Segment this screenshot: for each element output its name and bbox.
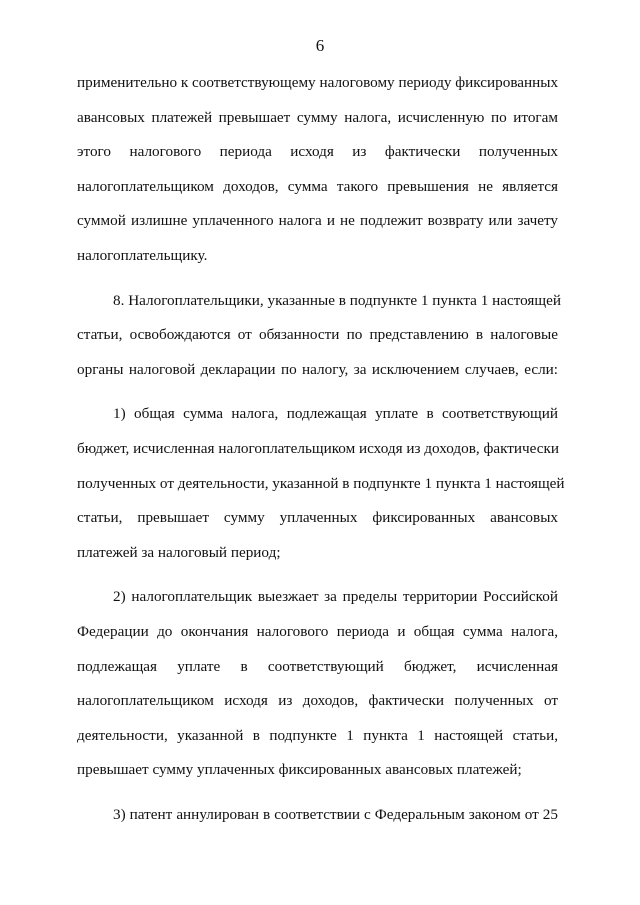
document-body <box>77 71 565 837</box>
text-line: полученных от деятельности, указанной в подпункте 1 пункта 1 настоящей <box>77 474 565 492</box>
text-line: авансовых платежей превышает сумму налога, исчисленную по итогам <box>77 108 558 126</box>
text-line: платежей за налоговый период; <box>77 543 281 561</box>
text-line: 3) патент аннулирован в соответствии с Федеральным законом от 25 <box>113 805 558 823</box>
text-line: налогоплательщиком исходя из доходов, фактически полученных от <box>77 692 558 710</box>
text-line: статьи, освобождаются от обязанности по представлению в налоговые <box>77 326 558 344</box>
paragraph-subitem-1 <box>77 402 565 564</box>
text-line: 8. Налогоплательщики, указанные в подпункте 1 пункта 1 настоящей <box>113 291 561 309</box>
text-line: органы налоговой декларации по налогу, за исключением случаев, если: <box>77 360 558 378</box>
text-line: 1) общая сумма налога, подлежащая уплате в соответствующий <box>113 405 558 423</box>
text-line: налогоплательщиком доходов, сумма такого превышения не является <box>77 177 558 195</box>
text-line: деятельности, указанной в подпункте 1 пункта 1 настоящей статьи, <box>77 726 558 744</box>
text-line: применительно к соответствующему налоговому периоду фиксированных <box>77 74 559 91</box>
page-number: 6 <box>315 36 325 55</box>
paragraph-subitem-3 <box>77 803 558 827</box>
text-line: бюджет, исчисленная налогоплательщиком исходя из доходов, фактически <box>77 439 560 457</box>
text-line: 2) налогоплательщик выезжает за пределы территории Российской <box>113 588 558 606</box>
text-line: подлежащая уплате в соответствующий бюджет, исчисленная <box>77 657 558 675</box>
text-line: Федерации до окончания налогового периода и общая сумма налога, <box>77 622 558 640</box>
paragraph-subitem-2 <box>77 585 558 782</box>
text-line: суммой излишне уплаченного налога и не подлежит возврату или зачету <box>77 212 558 230</box>
paragraph-item-8 <box>77 289 561 382</box>
text-line: статьи, превышает сумму уплаченных фиксированных авансовых <box>77 509 558 527</box>
paragraph-tax-overpayment <box>77 71 558 268</box>
text-line: налогоплательщику. <box>77 246 208 264</box>
text-line: этого налогового периода исходя из фактически полученных <box>77 143 558 161</box>
text-line: превышает сумму уплаченных фиксированных авансовых платежей; <box>77 761 522 779</box>
